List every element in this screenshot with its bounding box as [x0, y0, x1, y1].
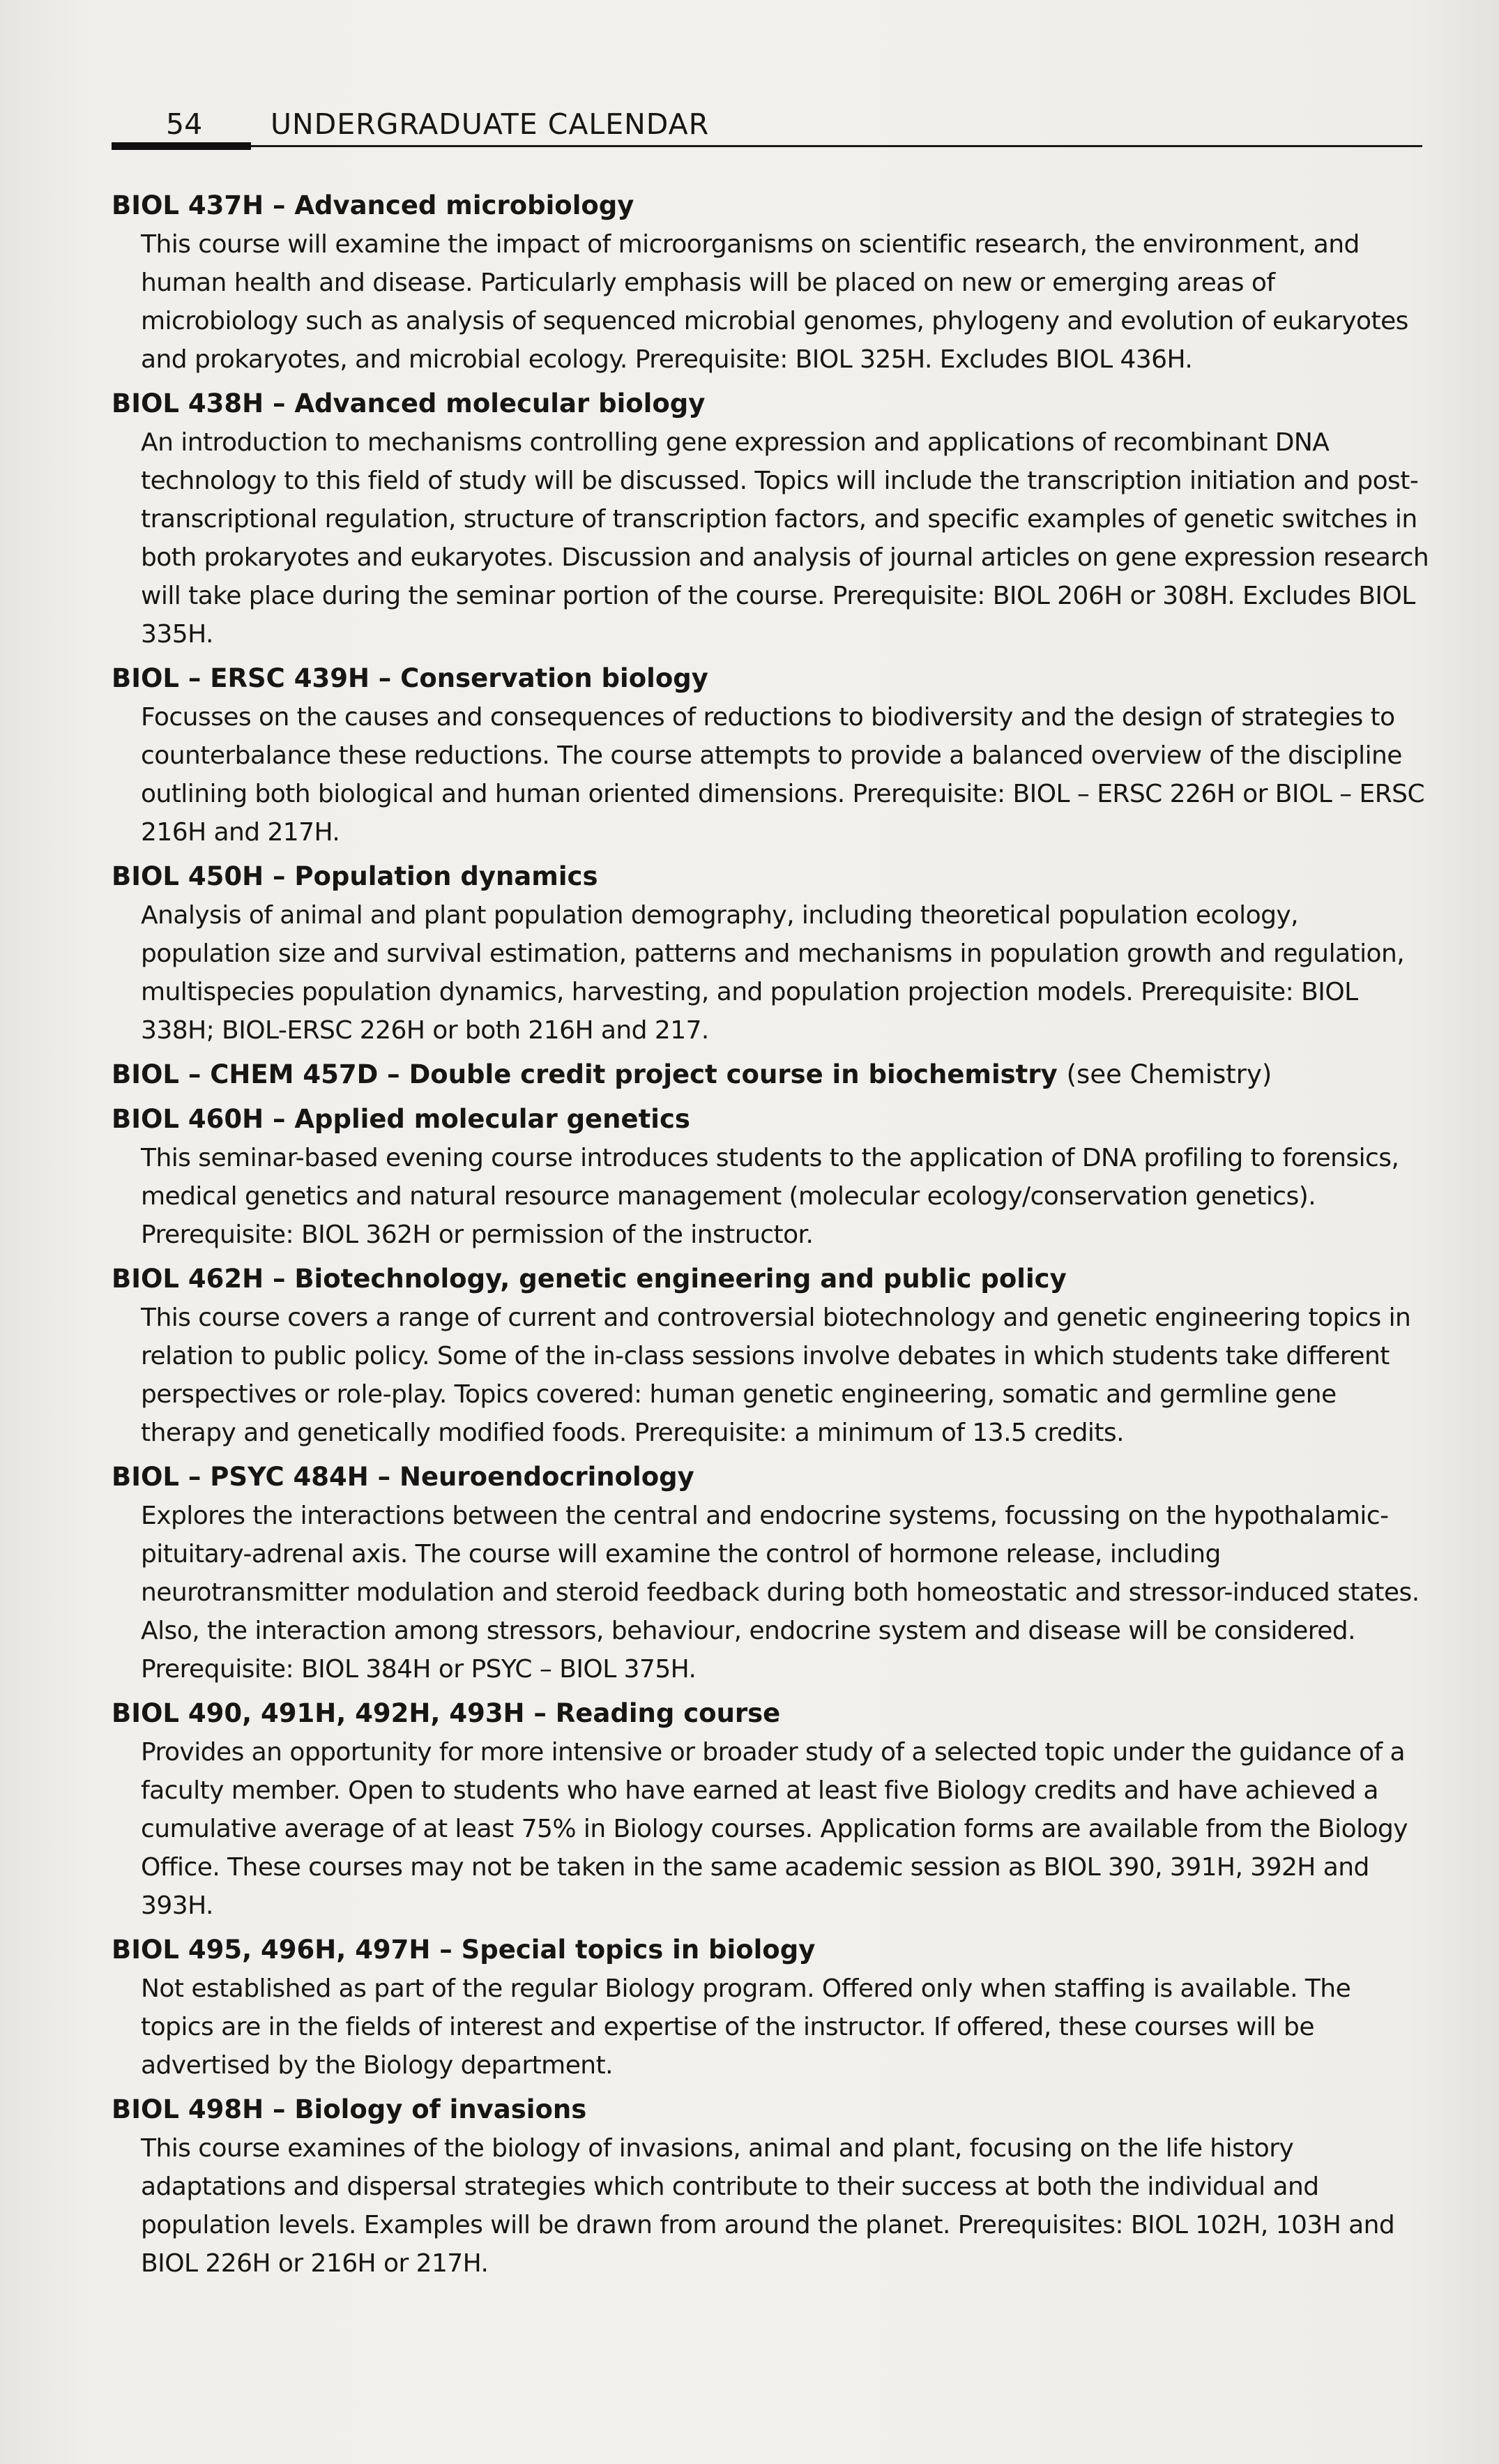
course-title: BIOL – ERSC 439H – Conservation biology — [112, 663, 708, 693]
course-title: BIOL – PSYC 484H – Neuroendocrinology — [112, 1462, 694, 1492]
course-entry-biol-495-497h — [112, 1930, 1429, 2085]
course-description: Analysis of animal and plant population demography, including theoretical population ecology, population size and survival estimation, patterns and mechanisms in population growth and regulation, multispecies population dynamics, harvesting, and population projection models. Prerequisite: BIOL 338H; BIOL-ERSC 226H or both 216H and 217. — [141, 901, 1405, 1045]
course-description: Provides an opportunity for more intensive or broader study of a selected topic under the guidance of a faculty member. Open to students who have earned at least five Biology credits and have achieved a cumulative average of at least 75% in Biology courses. Application forms are available from the Biology Office. These courses may not be taken in the same academic session as BIOL 390, 391H, 392H and 393H. — [141, 1738, 1408, 1920]
course-entry-biol-462h — [112, 1259, 1429, 1452]
course-description: This seminar-based evening course introduces students to the application of DNA profiling to forensics, medical genetics and natural resource management (molecular ecology/conservation genetics). Prerequisite: BIOL 362H or permission of the instructor. — [141, 1144, 1399, 1249]
page-number: 54 — [166, 107, 203, 141]
course-entry-biol-438h — [112, 384, 1429, 653]
course-entry-biol-450h — [112, 856, 1429, 1050]
page-header — [112, 103, 1422, 145]
course-title: BIOL 438H – Advanced molecular biology — [112, 388, 706, 418]
course-title-line — [112, 1055, 1429, 1094]
course-description: An introduction to mechanisms controlling gene expression and applications of recombinant DNA technology to this field of study will be discussed. Topics will include the transcription initiation and post-transcriptional regulation, structure of transcription factors, and specific examples of genetic switches in both prokaryotes and eukaryotes. Discussion and analysis of journal articles on gene expression research will take place during the seminar portion of the course. Prerequisite: BIOL 206H or 308H. Excludes BIOL 335H. — [141, 428, 1429, 649]
course-title: BIOL 437H – Advanced microbiology — [112, 190, 634, 220]
course-entry-biol-ersc-439h — [112, 658, 1429, 852]
course-list — [112, 186, 1429, 2288]
running-head: UNDERGRADUATE CALENDAR — [271, 107, 710, 141]
course-entry-biol-460h — [112, 1099, 1429, 1254]
course-description: Not established as part of the regular Biology program. Offered only when staffing is available. The topics are in the fields of interest and expertise of the instructor. If offered, these courses will be advertised by the Biology department. — [141, 1974, 1351, 2080]
course-title: BIOL 495, 496H, 497H – Special topics in biology — [112, 1935, 816, 1965]
header-rule-accent — [112, 142, 251, 150]
course-description: Focusses on the causes and consequences of reductions to biodiversity and the design of strategies to counterbalance these reductions. The course attempts to provide a balanced overview of the discipline outlining both biological and human oriented dimensions. Prerequisite: BIOL – ERSC 226H or BIOL – ERSC 216H and 217H. — [141, 703, 1425, 847]
course-entry-biol-437h — [112, 186, 1429, 379]
course-title: BIOL 450H – Population dynamics — [112, 861, 598, 891]
course-entry-biol-498h — [112, 2089, 1429, 2283]
course-entry-biol-490-493h — [112, 1693, 1429, 1925]
course-title: BIOL 498H – Biology of invasions — [112, 2094, 587, 2124]
course-description: This course covers a range of current and controversial biotechnology and genetic engineering topics in relation to public policy. Some of the in-class sessions involve debates in which students take different perspectives or role-play. Topics covered: human genetic engineering, somatic and germline gene therapy and genetically modified foods. Prerequisite: a minimum of 13.5 credits. — [141, 1303, 1411, 1447]
course-description: Explores the interactions between the central and endocrine systems, focussing on the hypothalamic-pituitary-adrenal axis. The course will examine the control of hormone release, including neurotransmitter modulation and steroid feedback during both homeostatic and stressor-induced states. Also, the interaction among stressors, behaviour, endocrine system and disease will be considered. Prerequisite: BIOL 384H or PSYC – BIOL 375H. — [141, 1502, 1420, 1684]
course-title: BIOL 490, 491H, 492H, 493H – Reading course — [112, 1698, 781, 1728]
header-rule — [112, 145, 1422, 147]
course-title: BIOL 460H – Applied molecular genetics — [112, 1104, 690, 1134]
course-description: This course examines of the biology of invasions, animal and plant, focusing on the life history adaptations and dispersal strategies which contribute to their success at both the individual and population levels. Examples will be drawn from around the planet. Prerequisites: BIOL 102H, 103H and BIOL 226H or 216H or 217H. — [141, 2134, 1395, 2278]
course-title: BIOL 462H – Biotechnology, genetic engineering and public policy — [112, 1264, 1067, 1294]
course-entry-biol-chem-457d — [112, 1055, 1429, 1094]
course-entry-biol-psyc-484h — [112, 1457, 1429, 1688]
course-title: BIOL – CHEM 457D – Double credit project course in biochemistry — [112, 1059, 1058, 1089]
course-description: This course will examine the impact of microorganisms on scientific research, the environment, and human health and disease. Particularly emphasis will be placed on new or emerging areas of microbiology such as analysis of sequenced microbial genomes, phylogeny and evolution of eukaryotes and prokaryotes, and microbial ecology. Prerequisite: BIOL 325H. Excludes BIOL 436H. — [141, 230, 1408, 374]
see-also-reference: (see Chemistry) — [1066, 1059, 1272, 1089]
